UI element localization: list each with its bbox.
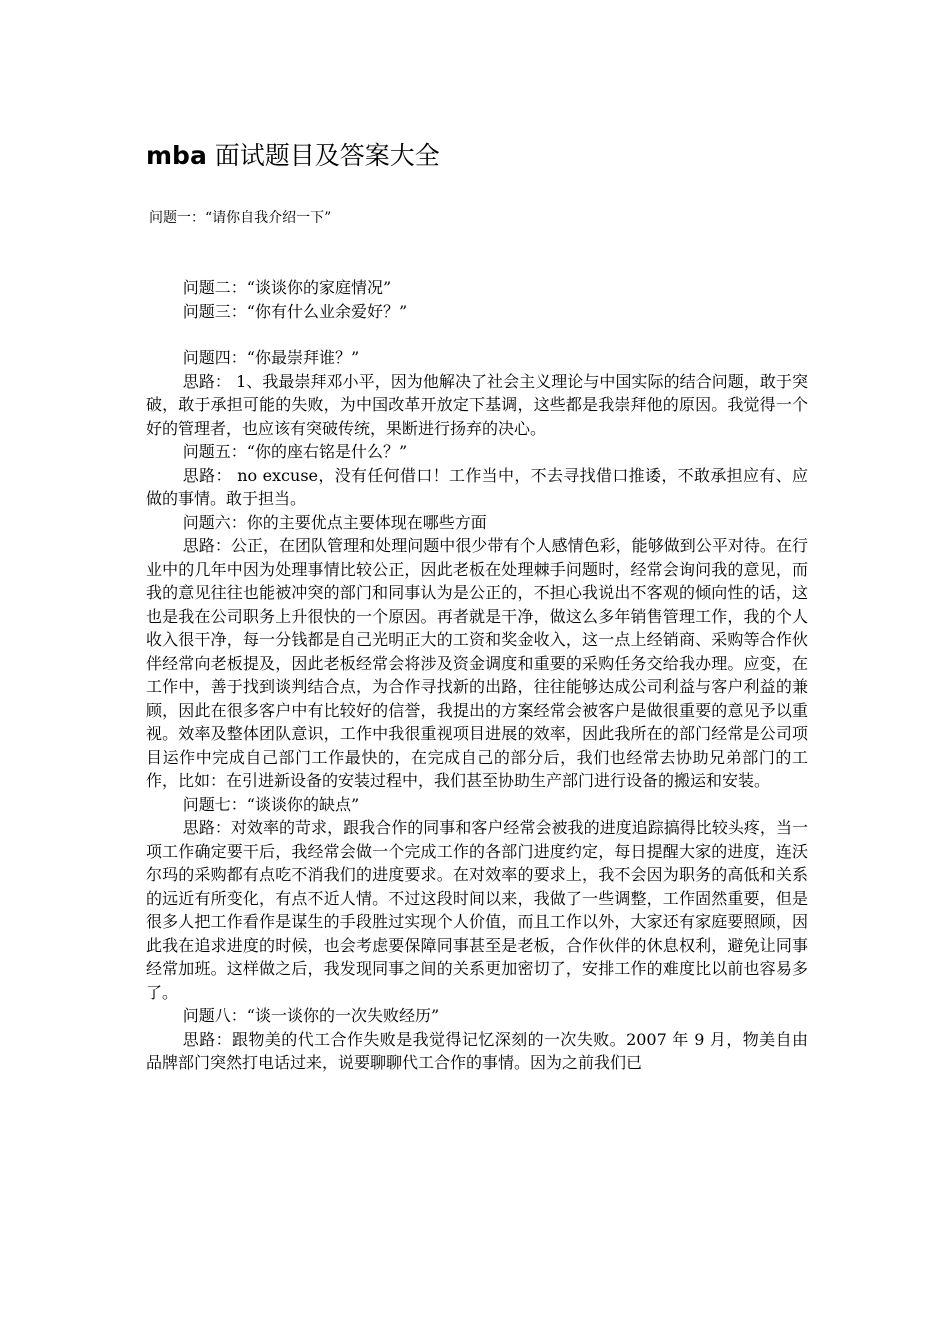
- question-5: 问题五：“你的座右铭是什么？”: [182, 442, 408, 461]
- question-1: 问题一：“请你自我介绍一下”: [149, 210, 332, 226]
- question-6: 问题六：你的主要优点主要体现在哪些方面: [182, 512, 487, 532]
- question-2: 问题二：“谈谈你的家庭情况”: [182, 278, 392, 297]
- title-latin: mba: [146, 141, 207, 170]
- question-8: 问题八：“谈一谈你的一次失败经历”: [182, 1006, 440, 1025]
- answer-4: 思路： 1、我最崇拜邓小平，因为他解决了社会主义理论与中国实际的结合问题，敢于突破，敢于承担可能的失败，为中国改革开放定下基调，这些都是我崇拜他的原因。我觉得一个好的管理者，也应该有突破传统，果断进行扬弃的决心。: [146, 371, 808, 438]
- title-cjk: 面试题目及答案大全: [214, 141, 440, 170]
- answer-7: 思路：对效率的苛求，跟我合作的同事和客户经常会被我的进度追踪搞得比较头疼，当一项工作确定要干后，我经常会做一个完成工作的各部门进度约定，每日提醒大家的进度，连沃尔玛的采购都有点吃不消我们的进度要求。在对效率的要求上，我不会因为职务的高低和关系的远近有所变化，有点不近人情。不过这段时间以来，我做了一些调整，工作固然重要，但是很多人把工作看作是谋生的手段胜过实现个人价值，而且工作以外，大家还有家庭要照顾，因此我在追求进度的时候，也会考虑要保障同事甚至是老板，合作伙伴的休息权利，避免让同事经常加班。这样做之后，我发现同事之间的关系更加密切了，安排工作的难度比以前也容易多了。: [146, 818, 808, 1002]
- question-3: 问题三：“你有什么业余爱好？”: [182, 301, 408, 321]
- document-body: [146, 276, 808, 1075]
- document-title: [146, 140, 440, 172]
- answer-6: 思路：公正，在团队管理和处理问题中很少带有个人感情色彩，能够做到公平对待。在行业中的几年中因为处理事情比较公正，因此老板在处理棘手问题时，经常会询问我的意见，而我的意见往往也能被冲突的部门和同事认为是公正的，不担心我说出不客观的倾向性的话，这也是我在公司职务上升很快的一个原因。再者就是干净，做这么多年销售管理工作，我的个人收入很干净，每一分钱都是自己光明正大的工资和奖金收入，这一点上经销商、采购等合作伙伴经常向老板提及，因此老板经常会将涉及资金调度和重要的采购任务交给我办理。应变，在工作中，善于找到谈判结合点，为合作寻找新的出路，往往能够达成公司利益与客户利益的兼顾，因此在很多客户中有比较好的信誉，我提出的方案经常会被客户是做很重要的意见予以重视。效率及整体团队意识，工作中我很重视项目进展的效率，因此我所在的部门经常是公司项目运作中完成自己部门工作最快的，在完成自己的部分后，我们也经常去协助兄弟部门的工作，比如：在引进新设备的安装过程中，我们甚至协助生产部门进行设备的搬运和安装。: [146, 536, 808, 790]
- question-7: 问题七：“谈谈你的缺点”: [182, 794, 360, 814]
- answer-5: 思路： no excuse，没有任何借口！工作当中，不去寻找借口推诿，不敢承担应有、应做的事情。敢于担当。: [146, 465, 808, 508]
- answer-8: 思路：跟物美的代工合作失败是我觉得记忆深刻的一次失败。2007 年 9 月，物美自由品牌部门突然打电话过来，说要聊聊代工合作的事情。因为之前我们已: [146, 1029, 808, 1072]
- question-4: 问题四：“你最崇拜谁？”: [182, 348, 360, 367]
